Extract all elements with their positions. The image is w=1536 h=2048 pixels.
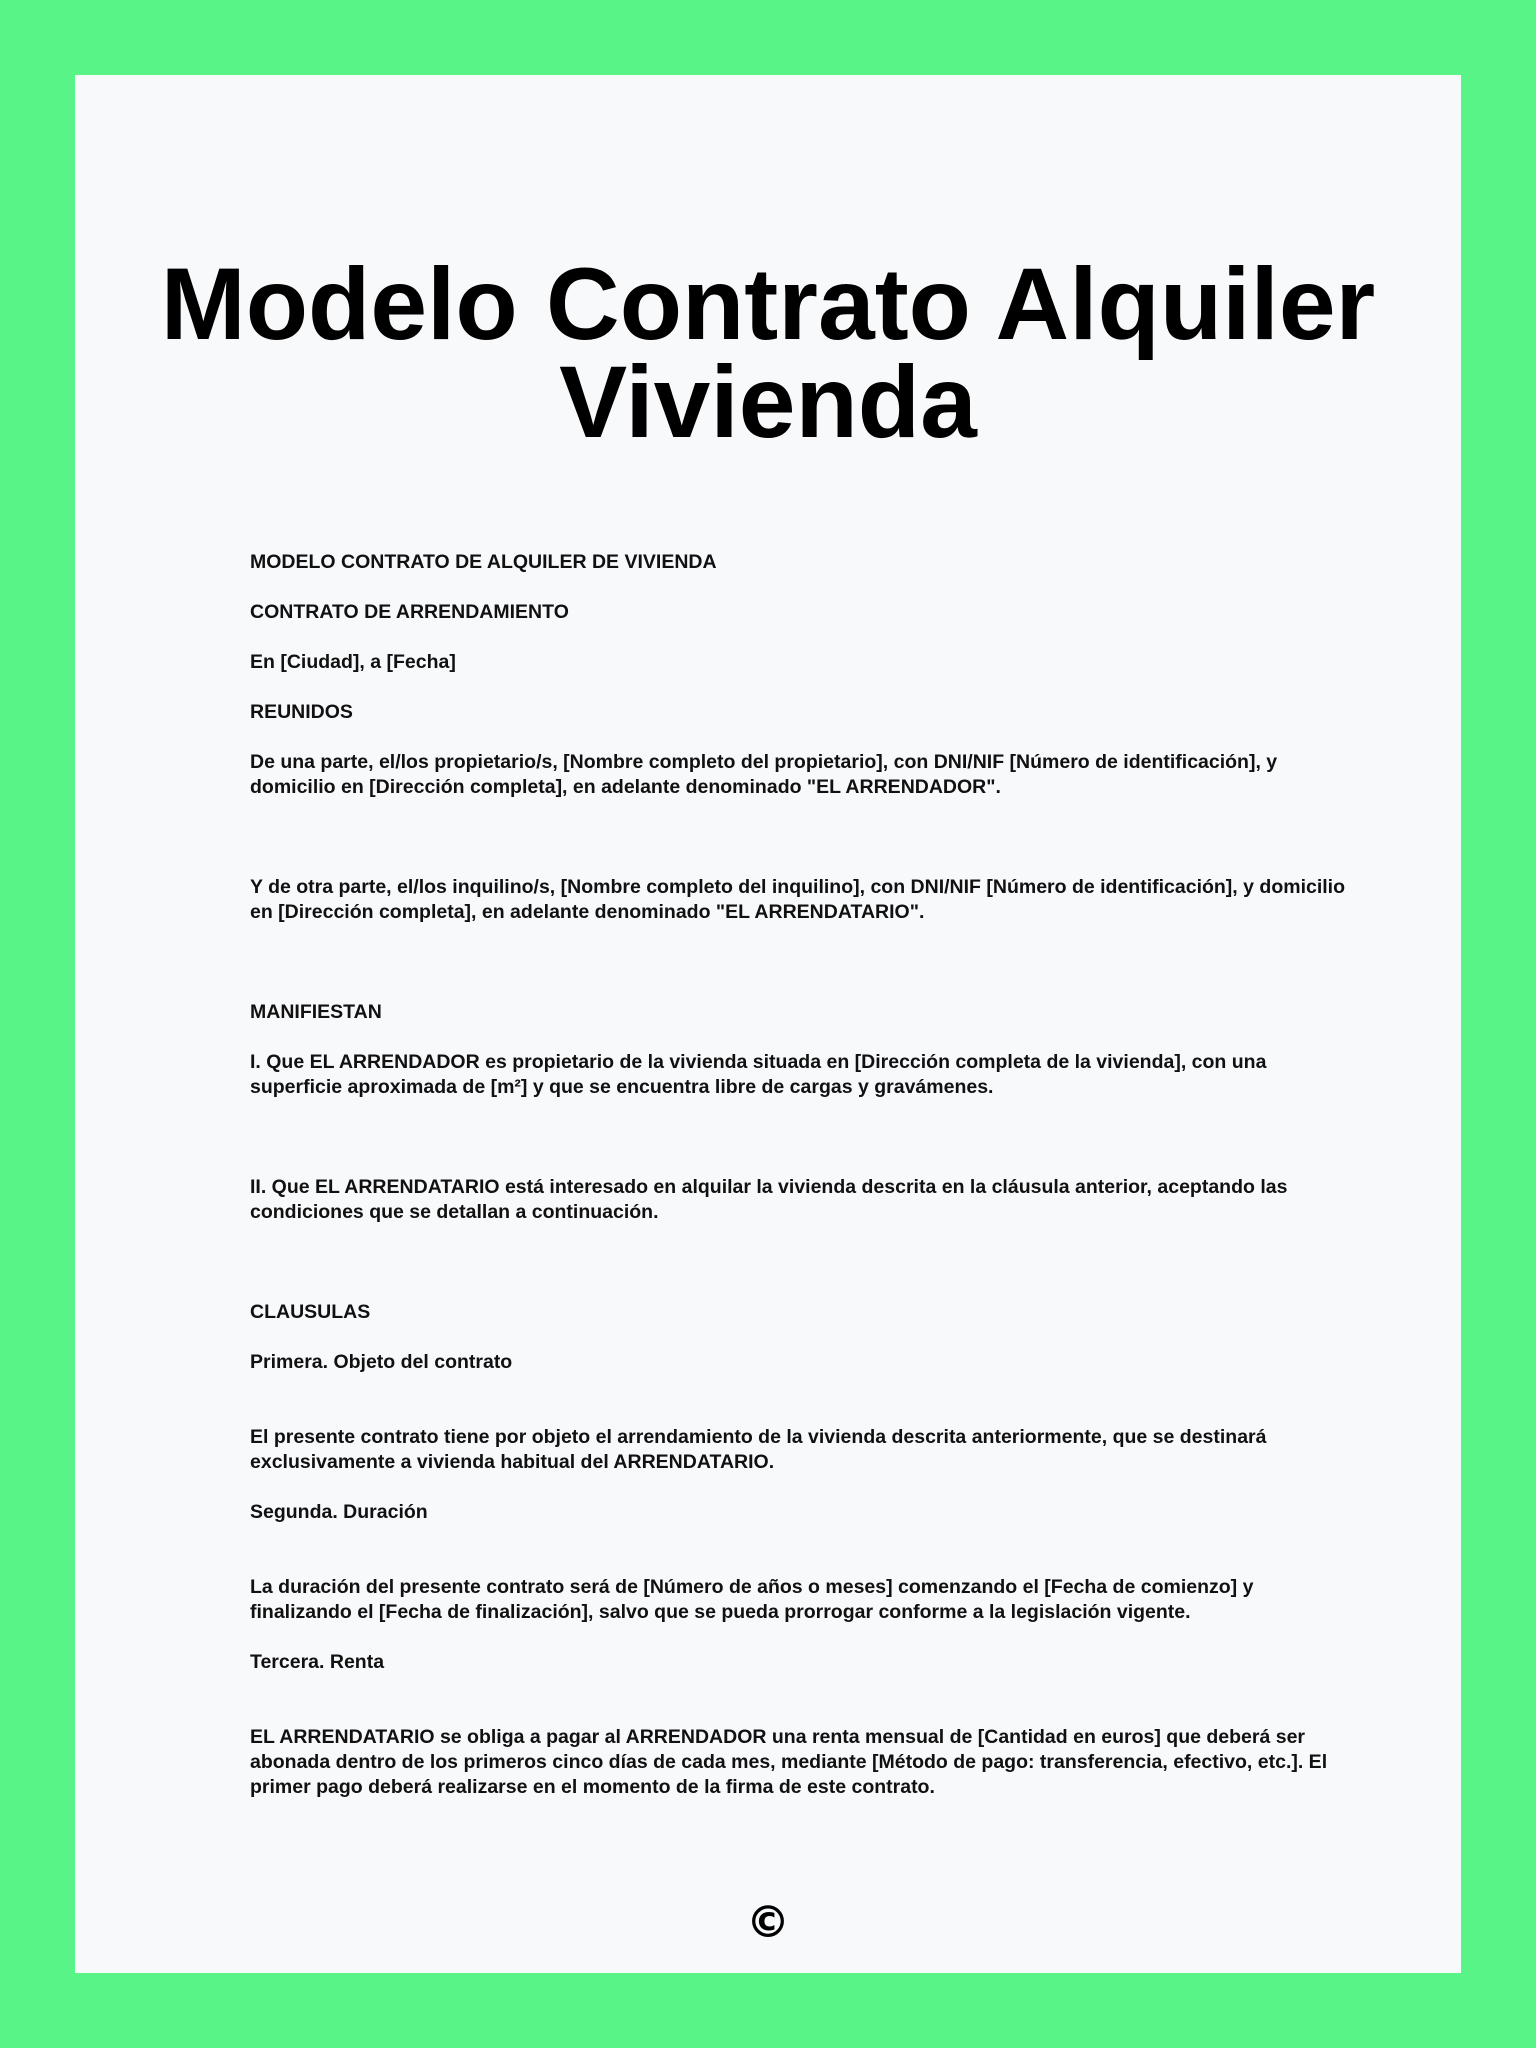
manifiesto-2: II. Que EL ARRENDATARIO está interesado en alquilar la vivienda descrita en la cláusula anterior, aceptando las condiciones que se detallan a continuación. bbox=[250, 1176, 1288, 1223]
document-body bbox=[250, 550, 1360, 1800]
manifiesto-1: I. Que EL ARRENDADOR es propietario de la vivienda situada en [Dirección completa de la vivienda], con una superficie aproximada de [m²] y que se encuentra libre de cargas y gravámenes. bbox=[250, 1051, 1267, 1098]
clausula-3-title: Tercera. Renta bbox=[250, 1651, 385, 1673]
copyright-icon: © bbox=[746, 1897, 790, 1948]
clausula-3-text: EL ARRENDATARIO se obliga a pagar al ARRENDADOR una renta mensual de [Cantidad en euros] que deberá ser abonada dentro de los primeros cinco días de cada mes, mediante [Método de pago: transferencia, efectivo, etc.]. El primer pago deberá realizarse en el momento de la firma de este contrato. bbox=[250, 1726, 1328, 1798]
party-arrendador: De una parte, el/los propietario/s, [Nombre completo del propietario], con DNI/NIF [Número de identificación], y domicilio en [Dirección completa], en adelante denominado "EL ARRENDADOR". bbox=[250, 751, 1278, 798]
reunidos-label: REUNIDOS bbox=[250, 701, 353, 723]
document-page bbox=[75, 75, 1461, 1973]
clausula-2-title: Segunda. Duración bbox=[250, 1501, 428, 1523]
document-title: Modelo Contrato Alquiler Vivienda bbox=[160, 247, 1376, 459]
party-arrendatario: Y de otra parte, el/los inquilino/s, [Nombre completo del inquilino], con DNI/NIF [Número de identificación], y domicilio en [Dirección completa], en adelante denominado "EL ARRENDATARIO". bbox=[250, 876, 1345, 923]
place-date: En [Ciudad], a [Fecha] bbox=[250, 651, 456, 673]
manifiestan-label: MANIFIESTAN bbox=[250, 1001, 382, 1023]
clausula-2-text: La duración del presente contrato será de [Número de años o meses] comenzando el [Fecha de comienzo] y finalizando el [Fecha de finalización], salvo que se pueda prorrogar conforme a la legislación vigente. bbox=[250, 1576, 1254, 1623]
contract-subheading: CONTRATO DE ARRENDAMIENTO bbox=[250, 601, 569, 623]
clausula-1-text: El presente contrato tiene por objeto el arrendamiento de la vivienda descrita anteriormente, que se destinará exclusivamente a vivienda habitual del ARRENDATARIO. bbox=[250, 1426, 1267, 1473]
clausulas-label: CLAUSULAS bbox=[250, 1301, 371, 1323]
contract-heading: MODELO CONTRATO DE ALQUILER DE VIVIENDA bbox=[250, 551, 717, 573]
clausula-1-title: Primera. Objeto del contrato bbox=[250, 1351, 513, 1373]
